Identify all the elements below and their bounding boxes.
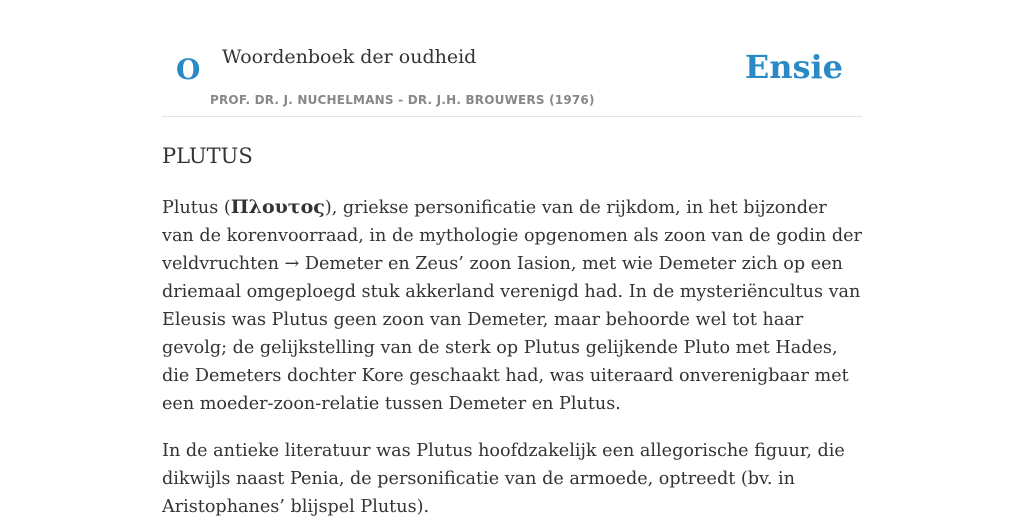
cross-reference-demeter[interactable] bbox=[285, 254, 383, 274]
paragraph-text: ), griekse personificatie van de rijkdom, in het bijzonder van de korenvoorraad, in de mythologie opgenomen als zoon van de godin der veldvruchten bbox=[162, 198, 862, 274]
entry-paragraph: In de antieke literatuur was Plutus hoofdzakelijk een allegorische figuur, die dikwijls naast Penia, de personificatie van de armoede, optreedt (bv. in Aristophanes’ blijspel Plutus). bbox=[162, 441, 845, 517]
paragraph-text: Plutus ( bbox=[162, 198, 231, 218]
site-header bbox=[162, 0, 862, 117]
entry-paragraph bbox=[162, 193, 862, 418]
paragraph-text: en Zeus’ zoon Iasion, met wie Demeter zich op een driemaal omgeploegd stuk akkerland verenigd had. In de mysteriëncultus van Eleusis was Plutus geen zoon van Demeter, maar behoorde wel tot haar gevolg; de gelijkstelling van de sterk op Plutus gelijkende Pluto met Hades, die Demeters dochter Kore geschaakt had, was uiteraard onverenigbaar met een moeder-zoon-relatie tussen Demeter en Plutus. bbox=[162, 254, 861, 414]
index-letter[interactable]: O bbox=[176, 53, 201, 86]
book-authors: PROF. DR. J. NUCHELMANS - DR. J.H. BROUWERS (1976) bbox=[210, 93, 595, 107]
cross-reference-label: Demeter bbox=[299, 254, 383, 274]
entry-title: PLUTUS bbox=[162, 144, 253, 168]
page-container bbox=[162, 0, 862, 521]
arrow-right-icon: → bbox=[284, 254, 300, 274]
book-title[interactable]: Woordenboek der oudheid bbox=[222, 46, 477, 68]
greek-term: Πλουτος bbox=[230, 196, 325, 218]
ensie-logo-link[interactable]: Ensie bbox=[744, 48, 843, 86]
